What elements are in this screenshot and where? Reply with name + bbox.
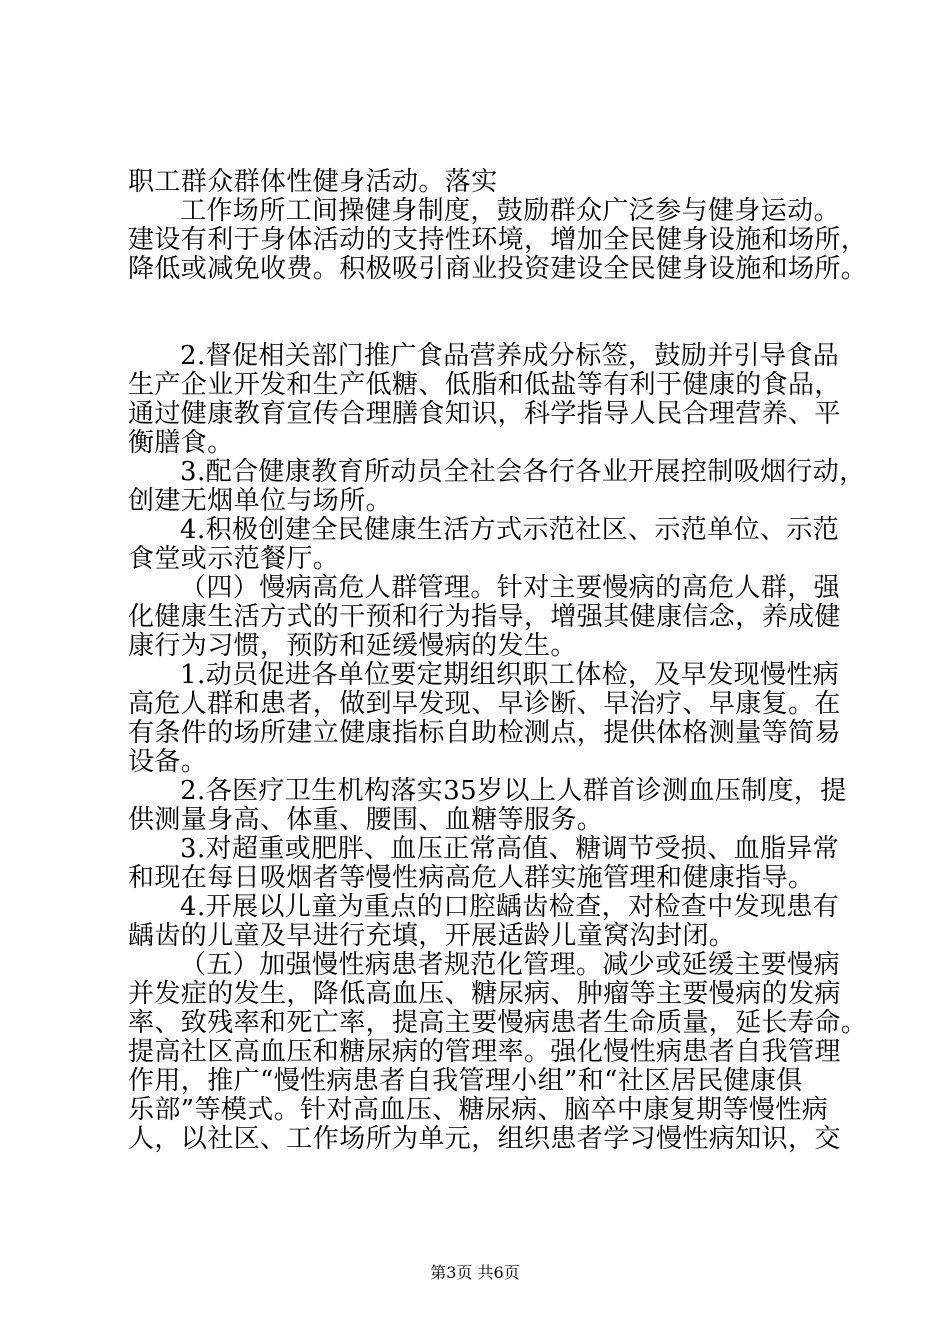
paragraph-9: [128, 835, 850, 893]
text-line: 生产企业开发和生产低糖、低脂和低盐等有利于健康的食品，: [128, 370, 841, 400]
paragraph-6: [128, 574, 850, 661]
text-line: 2.各医疗卫生机构落实35岁以上人群首诊测血压制度，提: [180, 776, 847, 806]
text-line: 食堂或示范餐厅。: [128, 544, 340, 574]
text-line: 有条件的场所建立健康指标自助检测点，提供体格测量等简易: [128, 718, 841, 748]
paragraph-11: [128, 950, 868, 1154]
text-line: 工作场所工间操健身制度，鼓励群众广泛参与健身运动。: [180, 196, 841, 226]
text-line: 3.配合健康教育所动员全社会各行各业开展控制吸烟行动，: [180, 457, 866, 487]
document-body: [128, 167, 868, 1154]
text-line: 衡膳食。: [128, 428, 234, 458]
text-line: 供测量身高、体重、腰围、血糖等服务。: [128, 805, 604, 835]
text-line: 和现在每日吸烟者等慢性病高危人群实施管理和健康指导。: [128, 863, 815, 893]
text-line: 乐部”等模式。针对高血压、糖尿病、脑卒中康复期等慢性病: [128, 1095, 829, 1125]
text-line: 4.开展以儿童为重点的口腔龋齿检查，对检查中发现患有: [180, 892, 840, 922]
text-line: 化健康生活方式的干预和行为指导，增强其健康信念，养成健: [128, 602, 841, 632]
text-line: 提高社区高血压和糖尿病的管理率。强化慢性病患者自我管理: [128, 1037, 841, 1067]
text-line: 作用，推广“慢性病患者自我管理小组”和“社区居民健康俱: [128, 1066, 803, 1096]
text-line: 创建无烟单位与场所。: [128, 486, 393, 516]
text-line: 建设有利于身体活动的支持性环境，增加全民健身设施和场所，: [128, 225, 868, 255]
text-line: 2.督促相关部门推广食品营养成分标签，鼓励并引导食品: [180, 341, 840, 371]
paragraph-7: [128, 661, 850, 777]
paragraph-8: [128, 777, 850, 835]
paragraph-4: [128, 457, 866, 516]
text-line: 人，以社区、工作场所为单元，组织患者学习慢性病知识，交: [128, 1124, 841, 1154]
text-line: 设备。: [128, 747, 208, 777]
text-line: 1.动员促进各单位要定期组织职工体检，及早发现慢性病: [180, 660, 840, 690]
text-line: 3.对超重或肥胖、血压正常高值、糖调节受损、血脂异常: [180, 834, 840, 864]
paragraph-gap: [128, 284, 850, 342]
paragraph-10: [128, 893, 850, 951]
page-number-footer: 第3页 共6页: [430, 1263, 520, 1282]
paragraph-1: [128, 168, 850, 197]
text-line: 降低或减免收费。积极吸引商业投资建设全民健身设施和场所。: [128, 254, 868, 284]
text-line: 通过健康教育宣传合理膳食知识，科学指导人民合理营养、平: [128, 399, 841, 429]
text-line: （五）加强慢性病患者规范化管理。减少或延缓主要慢病: [180, 950, 841, 980]
text-line: 龋齿的儿童及早进行充填，开展适龄儿童窝沟封闭。: [128, 921, 736, 951]
text-line: 率、致残率和死亡率，提高主要慢病患者生命质量，延长寿命。: [128, 1008, 868, 1038]
paragraph-5: [128, 516, 850, 574]
text-line: 并发症的发生，降低高血压、糖尿病、肿瘤等主要慢病的发病: [128, 979, 841, 1009]
text-line: 职工群众群体性健身活动。落实: [128, 167, 498, 197]
text-line: 4.积极创建全民健康生活方式示范社区、示范单位、示范: [180, 515, 840, 545]
text-line: （四）慢病高危人群管理。针对主要慢病的高危人群，强: [180, 573, 841, 603]
paragraph-2: [128, 196, 868, 284]
text-line: 高危人群和患者，做到早发现、早诊断、早治疗、早康复。在: [128, 689, 841, 719]
paragraph-3: [128, 342, 850, 458]
text-line: 康行为习惯，预防和延缓慢病的发生。: [128, 631, 577, 661]
